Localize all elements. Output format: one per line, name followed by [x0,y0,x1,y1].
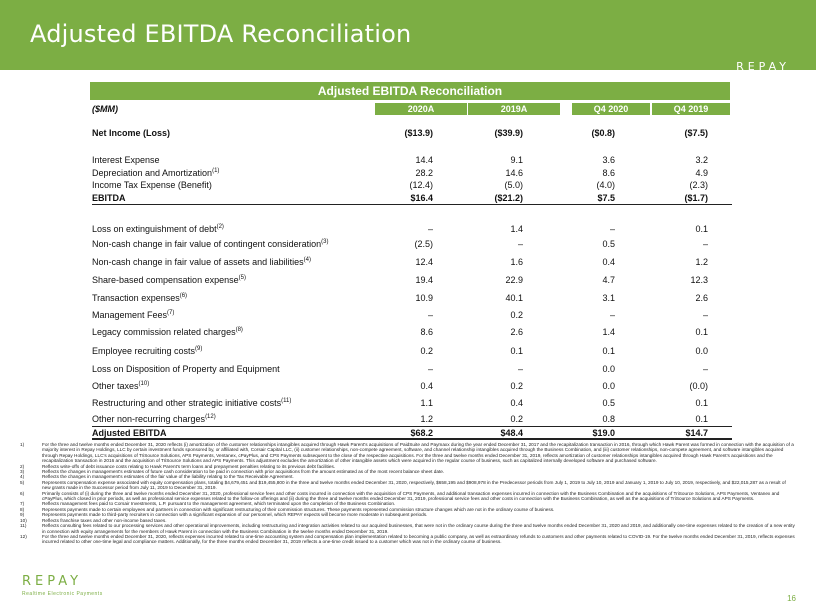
value-cell: 0.1 [695,224,708,234]
footnote-number: 1) [20,442,25,447]
value-cell: (5.0) [504,180,523,190]
row-label [92,128,170,138]
value-cell: (12.4) [409,180,433,190]
footnote-text: For the three and twelve months ended December 31, 2020, reflects expenses incurred related to one-time accounting system and compensation plan implementation related to becoming a public company, as well as extraordinary refunds to customers and other payments related to COVID-19. For the twelve months ended December 31, 2019, reflects expenses incurred related to other one-time legal and compliance matters. Additionally, for the three months ended December 31, 2019 reflects a one-time credit issued to a customer which was not in the ordinary course of business. [42,533,795,545]
table-row [92,168,732,180]
value-cell: – [702,364,708,374]
value-cell: $68.2 [410,428,433,438]
footnote-ref: (1) [212,168,220,174]
table-row [92,346,732,358]
row-label-text: Management Fees [92,310,168,320]
table-row [92,257,732,269]
value-cell: 1.4 [602,327,615,337]
adjusted-ebitda-top-rule [92,426,732,427]
table-row [92,364,732,376]
table-row [92,155,732,167]
column-header-2019a: 2019A [468,103,560,115]
table-row [92,327,732,339]
footnote-number: 4) [20,474,25,480]
value-cell: 1.6 [510,257,523,267]
row-label [92,414,216,424]
value-cell: 8.6 [420,327,433,337]
footnote-text: Reflects write-offs of debt issuance costs relating to Hawk Parent's term loans and prepayment penalties relating to its previous debt facilities. [42,463,336,469]
row-label [92,293,187,303]
value-cell: (2.5) [414,239,433,249]
value-cell: – [427,310,433,320]
footnote-text: Represents payments made to certain employees and partners in connection with significant restructuring of their commission structures. These payments represented commission structure changes which are not in the ordinary course of business. [42,506,555,512]
value-cell: $7.5 [597,193,615,203]
row-label [92,257,311,267]
value-cell: 0.4 [602,257,615,267]
value-cell: ($13.9) [404,128,433,138]
row-label-text: Legacy commission related charges [92,327,236,337]
row-label-text: EBITDA [92,193,126,203]
footnote-text: Reflects franchise taxes and other non-income based taxes. [42,517,167,523]
value-cell: ($0.8) [591,128,615,138]
footnote [20,442,795,464]
value-cell: 0.4 [510,398,523,408]
table-row [92,224,732,236]
value-cell: 0.5 [602,239,615,249]
footnote [20,491,795,502]
value-cell: (2.3) [689,180,708,190]
value-cell: 0.2 [510,414,523,424]
value-cell: 12.3 [690,275,708,285]
value-cell: $16.4 [410,193,433,203]
value-cell: 0.4 [420,381,433,391]
value-cell: 3.1 [602,293,615,303]
row-label [92,398,291,408]
value-cell: 12.4 [415,257,433,267]
value-cell: – [517,239,523,249]
footnote-text: Primarily consists of (i) during the three and twelve months ended December 31, 2020, professional service fees and other costs incurred in connection with the acquisition of CPS Payments, and additional transaction expenses incurred in connection with the Business Combination and the acquisitions of TriSource Solutions, APS Payments, Ventanex and cPayPlus, which closed in prior periods, as well as professional service expenses related to the follow-on offerings and (ii) during the three and twelve months ended December 31, 2019, professional service fees and other costs in connection with the Business Combination, as well as the acquisitions of TriSource Solutions and APS Payments. [42,490,780,502]
value-cell: – [427,364,433,374]
value-cell: 19.4 [415,275,433,285]
footnote [20,480,795,491]
footer-logo: REPAY [22,574,83,589]
row-label-text: Net Income (Loss) [92,128,171,138]
value-cell: 3.6 [602,155,615,165]
unit-label: ($MM) [92,104,118,114]
value-cell: 1.4 [510,224,523,234]
value-cell: 0.1 [602,346,615,356]
row-label [92,364,280,374]
footnote-ref: (12) [205,414,216,420]
value-cell: 0.1 [510,346,523,356]
footnote-text: Reflects management fees paid to Corsair Investments, L.P. pursuant to the management agreement, which terminated upon the completion of the Business Combination. [42,501,396,507]
value-cell: – [609,224,615,234]
table-row [92,128,732,140]
value-cell: – [609,310,615,320]
footnote-text: Represents compensation expense associated with equity compensation plans, totaling $4,679,451 and $19,455,800 in the three and twelve months ended December 31, 2020, respectively, $658,195 and $908,978 in the Predecessor periods from July 1, 2019 to July 10, 2019 and January 1, 2019 to July 10, 2019, respectively, and $22,015,287 as a result of new grants made in the Successor period from July 11, 2019 to December 31, 2019. [42,479,786,491]
row-label [92,327,243,337]
value-cell: 4.7 [602,275,615,285]
row-label [92,346,202,356]
row-label-text: Other taxes [92,381,139,391]
footnote-number: 6) [20,490,25,496]
value-cell: 1.1 [420,398,433,408]
value-cell: 8.6 [602,168,615,178]
value-cell: 0.0 [695,346,708,356]
footnote-text: Reflects consulting fees related to our processing services and other operational improvements, including restructuring and integration activities related to our acquired businesses, that were not in the ordinary course during the three and twelve months ended December 31, 2020 and 2019, and additionally one-time expenses related to the creation of a new entity in connection with equity arrangements for the members of Hawk Parent in connection with the Business Combination in the twelve months ended December 31, 2019. [42,523,795,534]
row-label [92,381,149,391]
row-label [92,155,160,165]
value-cell: (4.0) [596,180,615,190]
value-cell: (0.0) [689,381,708,391]
row-label-text: Loss on extinguishment of debt [92,224,217,234]
value-cell: 10.9 [415,293,433,303]
value-cell: – [427,224,433,234]
row-label-text: Restructuring and other strategic initiative costs [92,398,282,408]
footnote-number: 9) [20,512,25,518]
footnote-ref: (6) [179,293,188,299]
footnote-number: 2) [20,463,25,469]
footnotes [20,442,795,545]
table-row [92,398,732,410]
footnote [20,523,795,534]
column-header-q4-2020: Q4 2020 [572,103,650,115]
row-label-text: Employee recruiting costs [92,346,196,356]
value-cell: – [517,364,523,374]
column-header-q4-2019: Q4 2019 [652,103,730,115]
value-cell: $14.7 [685,428,708,438]
footnote-ref: (8) [235,327,243,333]
repay-logo: REPAY [736,60,790,73]
row-label-text: Share-based compensation expense [92,275,239,285]
row-label-text: Transaction expenses [92,293,180,303]
footnote-ref: (11) [281,398,292,404]
column-header-2020a: 2020A [375,103,467,115]
value-cell: 0.1 [695,327,708,337]
value-cell: 9.1 [510,155,523,165]
row-label-text: Interest Expense [92,155,160,165]
row-label-text: Income Tax Expense (Benefit) [92,180,212,190]
footnote-number: 10) [20,517,27,523]
footnote-ref: (9) [195,346,203,352]
table-row [92,275,732,287]
row-label [92,180,212,190]
value-cell: ($39.9) [494,128,523,138]
value-cell: 2.6 [695,293,708,303]
table-row [92,293,732,305]
footnote-number: 12) [20,533,27,539]
value-cell: $19.0 [592,428,615,438]
row-label-text: Other non-recurring charges [92,414,206,424]
value-cell: 2.6 [510,327,523,337]
value-cell: 22.9 [505,275,523,285]
value-cell: 0.2 [510,310,523,320]
table-title: Adjusted EBITDA Reconciliation [90,82,730,100]
value-cell: – [702,310,708,320]
footnote-number: 8) [20,506,25,512]
value-cell: – [702,239,708,249]
table-row [92,414,732,426]
table-row [92,239,732,251]
row-label [92,239,329,249]
row-label-text: Adjusted EBITDA [92,428,167,438]
value-cell: 0.1 [695,414,708,424]
page-title: Adjusted EBITDA Reconciliation [30,20,412,48]
footnote-ref: (5) [238,275,246,281]
footnote-number: 11) [20,523,27,529]
value-cell: 0.1 [695,398,708,408]
page-number: 16 [787,594,796,603]
ebitda-top-rule [92,204,732,205]
value-cell: 0.2 [510,381,523,391]
value-cell: ($7.5) [684,128,708,138]
value-cell: 40.1 [505,293,523,303]
row-label [92,168,219,178]
row-label-text: Loss on Disposition of Property and Equipment [92,364,280,374]
footnote-ref: (10) [138,381,150,387]
value-cell: $48.4 [500,428,523,438]
footnote-number: 7) [20,501,25,507]
footnote-text: For the three and twelve months ended December 31, 2020 reflects (i) amortization of the customer relationships intangibles acquired through Hawk Parent's acquisitions of PaidSuite and Paymaxx during the year ended December 31, 2017 and the recapitalization transaction in 2016, through which Hawk Parent was formed in connection with the acquisition of a majority interest in Repay Holdings, LLC by certain investment funds sponsored by, or affiliated with, Corsair Capital LLC, (ii) customer relationships, non-compete agreement, software, and channel relationship intangibles acquired through the Business Combination, and (iii) customer relationships, non-compete agreement, and software intangibles acquired through Repay Holdings, LLC's acquisitions of TriSource Solutions, APS Payments, Ventanex, cPayPlus, and CPS Payments subsequent to the close of the respective acquisitions. For the three and twelve months ended December 31, 2019, reflects amortization of customer relationships intangibles acquired through Hawk Parent's acquisitions and the recapitalization transaction in 2016 and the acquisition of TriSource Solutions and APS Payments. This adjustment excludes the amortization of other intangible assets which were acquired in the regular course of business, such as capitalized internally developed software and purchased software. [42,442,794,464]
footnote-text: Reflects the changes in management's estimates of the fair value of the liability relating to the Tax Receivable Agreement. [42,474,294,480]
value-cell: 1.2 [420,414,433,424]
footnote-text: Reflects the changes in management's estimates of future cash consideration to be paid in connection with prior acquisitions from the amount estimated as of the most recent balance sheet date. [42,469,445,475]
footer-tagline: Realtime Electronic Payments [22,591,103,597]
row-label [92,193,126,203]
table-bottom-rule [92,438,732,440]
value-cell: 28.2 [415,168,433,178]
value-cell: 0.0 [602,381,615,391]
table-row [92,381,732,393]
table-row [92,310,732,322]
footnote-number: 5) [20,479,25,485]
value-cell: 14.4 [415,155,433,165]
value-cell: 0.0 [602,364,615,374]
row-label-text: Non-cash change in fair value of contingent consideration [92,239,322,249]
row-label-text: Non-cash change in fair value of assets and liabilities [92,257,304,267]
row-label [92,275,246,285]
value-cell: ($21.2) [494,193,523,203]
value-cell: 14.6 [505,168,523,178]
table-row [92,180,732,192]
footnote-ref: (4) [303,257,311,263]
footnote-number: 3) [20,469,25,475]
row-label [92,224,224,234]
footnote-ref: (2) [216,224,224,230]
value-cell: 0.8 [602,414,615,424]
row-label [92,310,174,320]
footnote-text: Represents payments made to third-party recruiters in connection with a significant expansion of our personnel, which REPAY expects will become more moderate in subsequent periods. [42,512,428,518]
footnote [20,534,795,545]
value-cell: 0.2 [420,346,433,356]
footnote-ref: (7) [167,310,175,316]
value-cell: 3.2 [695,155,708,165]
row-label [92,428,167,438]
value-cell: 1.2 [695,257,708,267]
row-label-text: Depreciation and Amortization [92,168,213,178]
value-cell: 4.9 [695,168,708,178]
value-cell: 0.5 [602,398,615,408]
value-cell: ($1.7) [684,193,708,203]
footnote-ref: (3) [321,239,329,245]
